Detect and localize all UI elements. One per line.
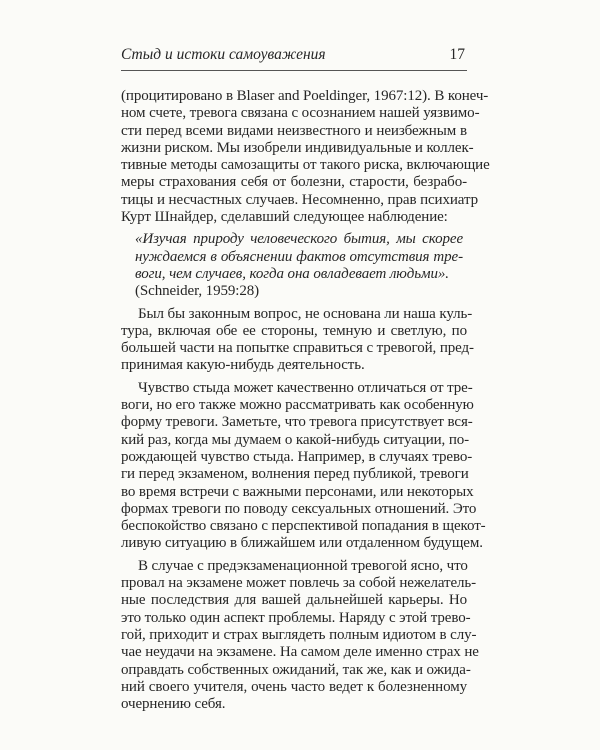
paragraph [121,557,479,714]
paragraph [121,379,486,553]
text-line: Курт Шнайдер, сделавший следующее наблюдение: [121,209,448,226]
text-line: провал на экзамене может повлечь за собой нежелатель- [121,575,477,592]
page-number: 17 [449,46,465,63]
text-line: жизни риском. Мы изобрели индивидуальные и коллек- [121,139,474,156]
text-line: ные последствия для вашей дальнейшей карьеры. Но [121,592,467,609]
text-line: чае неудачи на экзамене. На самом деле именно страх не [121,644,479,661]
text-line: рождающей чувство стыда. Например, в случаях трево- [121,448,473,465]
text-line: «Изучая природу человеческого бытия, мы скорее [135,231,463,248]
text-line: ливую ситуацию в ближайшем или отдаленном будущем. [121,535,483,552]
text-line: сти перед всеми видами неизвестного и неизбежным в [121,122,467,139]
text-line: это только один аспект проблемы. Наряду с этой трево- [121,609,471,626]
text-line: оправдать собственных ожиданий, так же, как и ожида- [121,661,471,678]
running-header [121,46,467,71]
text-line: беспокойство связано с перспективой попадания в щекот- [121,518,486,535]
text-line: ний своего учителя, очень часто ведет к болезненному [121,678,467,695]
text-line: принимая какую-нибудь деятельность. [121,357,365,374]
text-line: (процитировано в Blaser and Poeldinger, 1967:12). В конеч- [121,88,489,104]
text-line: гой, приходит и страх выглядеть полным идиотом в слу- [121,626,477,643]
text-line: тивные методы самозащиты от такого риска, включающие [121,157,490,174]
text-line: ги перед экзаменом, волнения перед публикой, тревоги [121,466,469,483]
text-line: кий раз, когда мы думаем о какой-нибудь ситуации, по- [121,431,470,448]
text-line: форму тревоги. Заметьте, что тревога присутствует вся- [121,414,473,431]
paragraph [121,305,474,375]
block-quote [121,231,467,300]
text-line: ном счете, тревога связана с осознанием нашей уязвимо- [121,105,480,122]
text-line: воги, но его также можно рассматривать как особенную [121,397,474,414]
running-title: Стыд и истоки самоуважения [121,46,326,63]
text-line: Был бы законным вопрос, не основана ли наша куль- [138,305,473,322]
text-line: тицы и несчастных случаев. Несомненно, прав психиатр [121,191,479,208]
page-body [121,88,490,713]
text-line: меры страхования себя от болезни, старости, безрабо- [121,174,467,191]
text-line: В случае с предэкзаменационной тревогой ясно, что [138,557,468,574]
text-line: нуждаемся в объяснении фактов отсутствия тре- [135,248,463,265]
text-line: воги, чем случаев, когда она овладевает людьми». [135,265,449,282]
text-line: тура, включая обе ее стороны, темную и светлую, по [121,322,467,339]
text-line: очернению себя. [121,696,226,713]
text-line: формах тревоги по поводу сексуальных отношений. Это [121,500,477,517]
text-line: во время встречи с важными персонами, или некоторых [121,483,474,500]
paragraph [121,88,490,226]
text-line: Чувство стыда может качественно отличаться от тре- [138,379,473,396]
text-line: большей части на попытке справиться с тревогой, пред- [121,340,474,357]
quote-citation: (Schneider, 1959:28) [135,283,260,300]
